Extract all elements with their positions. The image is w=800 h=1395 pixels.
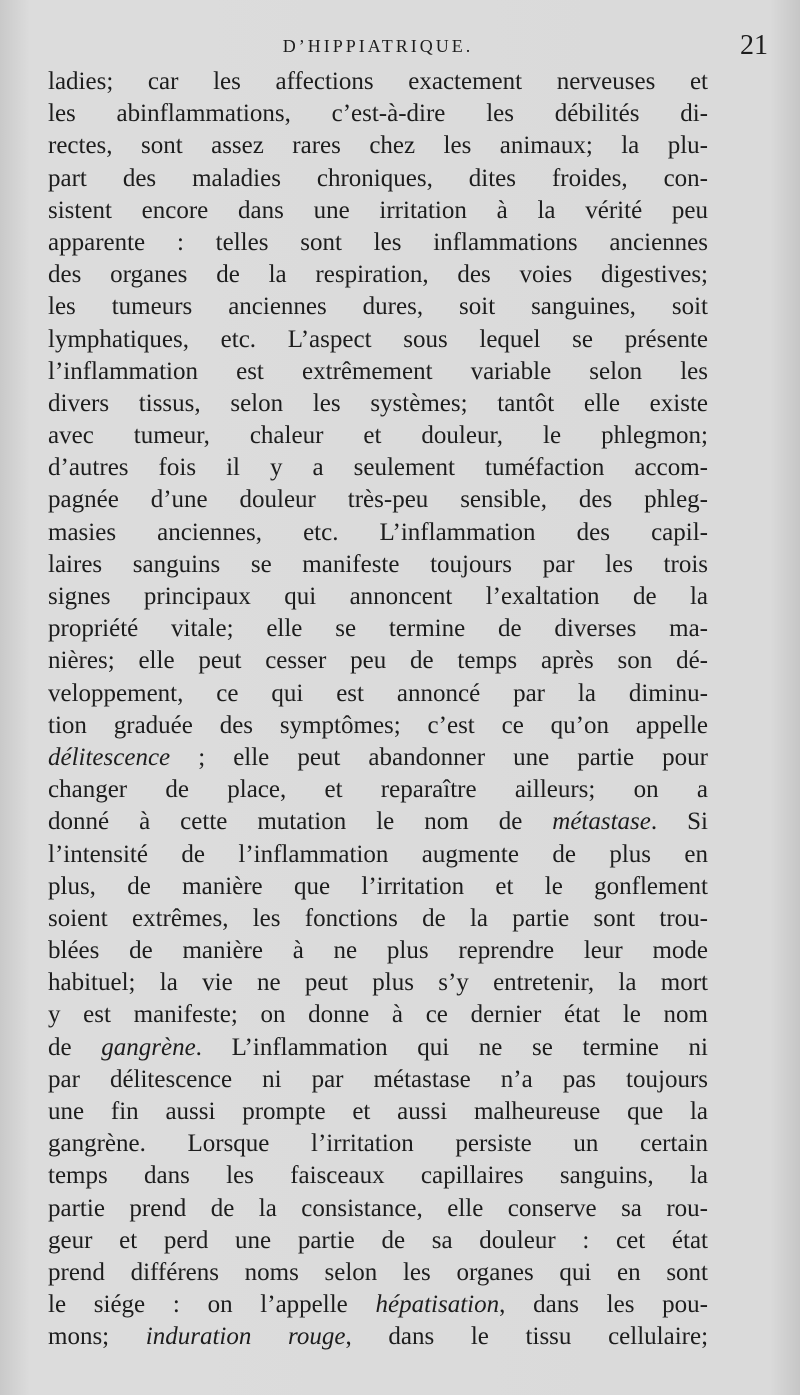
text-line xyxy=(48,66,708,98)
text-segment: y est manifeste; on donne à ce dernier état le nom xyxy=(48,1001,708,1029)
text-line xyxy=(48,742,708,774)
text-line xyxy=(48,1289,708,1321)
text-line xyxy=(48,98,708,130)
text-segment: propriété vitale; elle se termine de diverses ma- xyxy=(48,615,708,643)
text-segment: le siége : on l’appelle xyxy=(48,1291,376,1319)
text-segment: tion graduée des symptômes; c’est ce qu’on appelle xyxy=(48,711,708,739)
text-line xyxy=(48,903,708,935)
text-segment: pagnée d’une douleur très-peu sensible, des phleg- xyxy=(48,486,708,514)
text-line xyxy=(48,710,708,742)
text-segment: mons; xyxy=(48,1323,146,1351)
text-segment: de xyxy=(48,1033,102,1061)
text-line xyxy=(48,259,708,291)
text-segment: d’autres fois il y a seulement tuméfaction accom- xyxy=(48,454,708,482)
text-segment: habituel; la vie ne peut plus s’y entretenir, la mort xyxy=(48,969,708,997)
text-line xyxy=(48,549,708,581)
text-line xyxy=(48,967,708,999)
italic-term: induration rouge xyxy=(145,1323,346,1351)
text-segment: soient extrêmes, les fonctions de la partie sont trou- xyxy=(48,904,708,932)
text-line xyxy=(48,388,708,420)
text-line xyxy=(48,581,708,613)
text-line xyxy=(48,1225,708,1257)
text-segment: des organes de la respiration, des voies digestives; xyxy=(48,261,708,289)
text-line xyxy=(48,806,708,838)
text-segment: laires sanguins se manifeste toujours par les trois xyxy=(48,550,708,578)
text-segment: veloppement, ce qui est annoncé par la diminu- xyxy=(48,679,708,707)
text-line xyxy=(48,1160,708,1192)
text-segment: l’inflammation est extrêmement variable selon les xyxy=(48,357,708,385)
text-segment: . Si xyxy=(650,808,708,836)
page-number: 21 xyxy=(740,30,768,61)
text-line xyxy=(48,871,708,903)
text-segment: . L’inflammation qui ne se termine ni xyxy=(195,1033,708,1061)
text-segment: apparente : telles sont les inflammations anciennes xyxy=(48,228,708,256)
text-segment: lymphatiques, etc. L’aspect sous lequel se présente xyxy=(48,325,708,353)
text-segment: sistent encore dans une irritation à la vérité peu xyxy=(48,196,708,224)
text-segment: , dans les pou- xyxy=(499,1291,708,1319)
text-line xyxy=(48,291,708,323)
text-line xyxy=(48,1321,708,1353)
text-segment: masies anciennes, etc. L’inflammation des capil- xyxy=(48,518,708,546)
text-line xyxy=(48,484,708,516)
text-segment: ladies; car les affections exactement nerveuses et xyxy=(48,68,708,95)
text-line xyxy=(48,1257,708,1289)
text-segment: divers tissus, selon les systèmes; tantôt elle existe xyxy=(48,389,708,417)
text-segment: partie prend de la consistance, elle conserve sa rou- xyxy=(48,1194,708,1222)
text-segment: prend différens noms selon les organes qui en sont xyxy=(48,1258,708,1286)
text-line xyxy=(48,678,708,710)
text-line xyxy=(48,130,708,162)
text-segment: avec tumeur, chaleur et douleur, le phlegmon; xyxy=(48,422,708,450)
text-segment: nières; elle peut cesser peu de temps après son dé- xyxy=(48,647,708,675)
text-segment: geur et perd une partie de sa douleur : cet état xyxy=(48,1226,708,1254)
text-line xyxy=(48,163,708,195)
text-line xyxy=(48,645,708,677)
text-segment: ; elle peut abandonner une partie pour xyxy=(170,743,708,771)
text-line xyxy=(48,195,708,227)
text-segment: gangrène. Lorsque l’irritation persiste un certain xyxy=(48,1130,708,1158)
text-line xyxy=(48,420,708,452)
text-line xyxy=(48,1096,708,1128)
text-segment: , dans le tissu cellulaire; xyxy=(345,1323,708,1351)
text-line xyxy=(48,227,708,259)
text-segment: par délitescence ni par métastase n’a pas toujours xyxy=(48,1065,708,1093)
text-line xyxy=(48,999,708,1031)
text-segment: signes principaux qui annoncent l’exaltation de la xyxy=(48,583,708,610)
text-line xyxy=(48,613,708,645)
italic-term: délitescence xyxy=(48,743,171,771)
text-segment: blées de manière à ne plus reprendre leur mode xyxy=(48,937,708,965)
italic-term: hépatisation xyxy=(375,1291,500,1319)
text-segment: plus, de manière que l’irritation et le gonflement xyxy=(48,872,708,900)
text-segment: l’intensité de l’inflammation augmente de plus en xyxy=(48,840,708,868)
text-segment: part des maladies chroniques, dites froides, con- xyxy=(48,164,708,192)
text-line xyxy=(48,1032,708,1064)
text-segment: changer de place, et reparaître ailleurs; on a xyxy=(48,776,708,804)
body-text xyxy=(48,66,708,1354)
text-line xyxy=(48,1064,708,1096)
text-line xyxy=(48,774,708,806)
page-header xyxy=(48,30,768,66)
text-line xyxy=(48,1193,708,1225)
text-segment: temps dans les faisceaux capillaires sanguins, la xyxy=(48,1162,708,1190)
text-line xyxy=(48,517,708,549)
text-line xyxy=(48,324,708,356)
text-line xyxy=(48,452,708,484)
text-segment: donné à cette mutation le nom de xyxy=(48,808,553,836)
italic-term: métastase xyxy=(552,808,651,836)
text-segment: les abinflammations, c’est-à-dire les débilités di- xyxy=(48,100,708,128)
text-line xyxy=(48,1128,708,1160)
running-head: D’HIPPIATRIQUE. xyxy=(282,36,474,56)
text-line xyxy=(48,356,708,388)
text-segment: une fin aussi prompte et aussi malheureuse que la xyxy=(48,1098,708,1125)
text-segment: rectes, sont assez rares chez les animaux; la plu- xyxy=(48,132,708,160)
italic-term: gangrène xyxy=(101,1033,196,1061)
text-line xyxy=(48,935,708,967)
text-line xyxy=(48,839,708,871)
text-segment: les tumeurs anciennes dures, soit sanguines, soit xyxy=(48,293,708,321)
